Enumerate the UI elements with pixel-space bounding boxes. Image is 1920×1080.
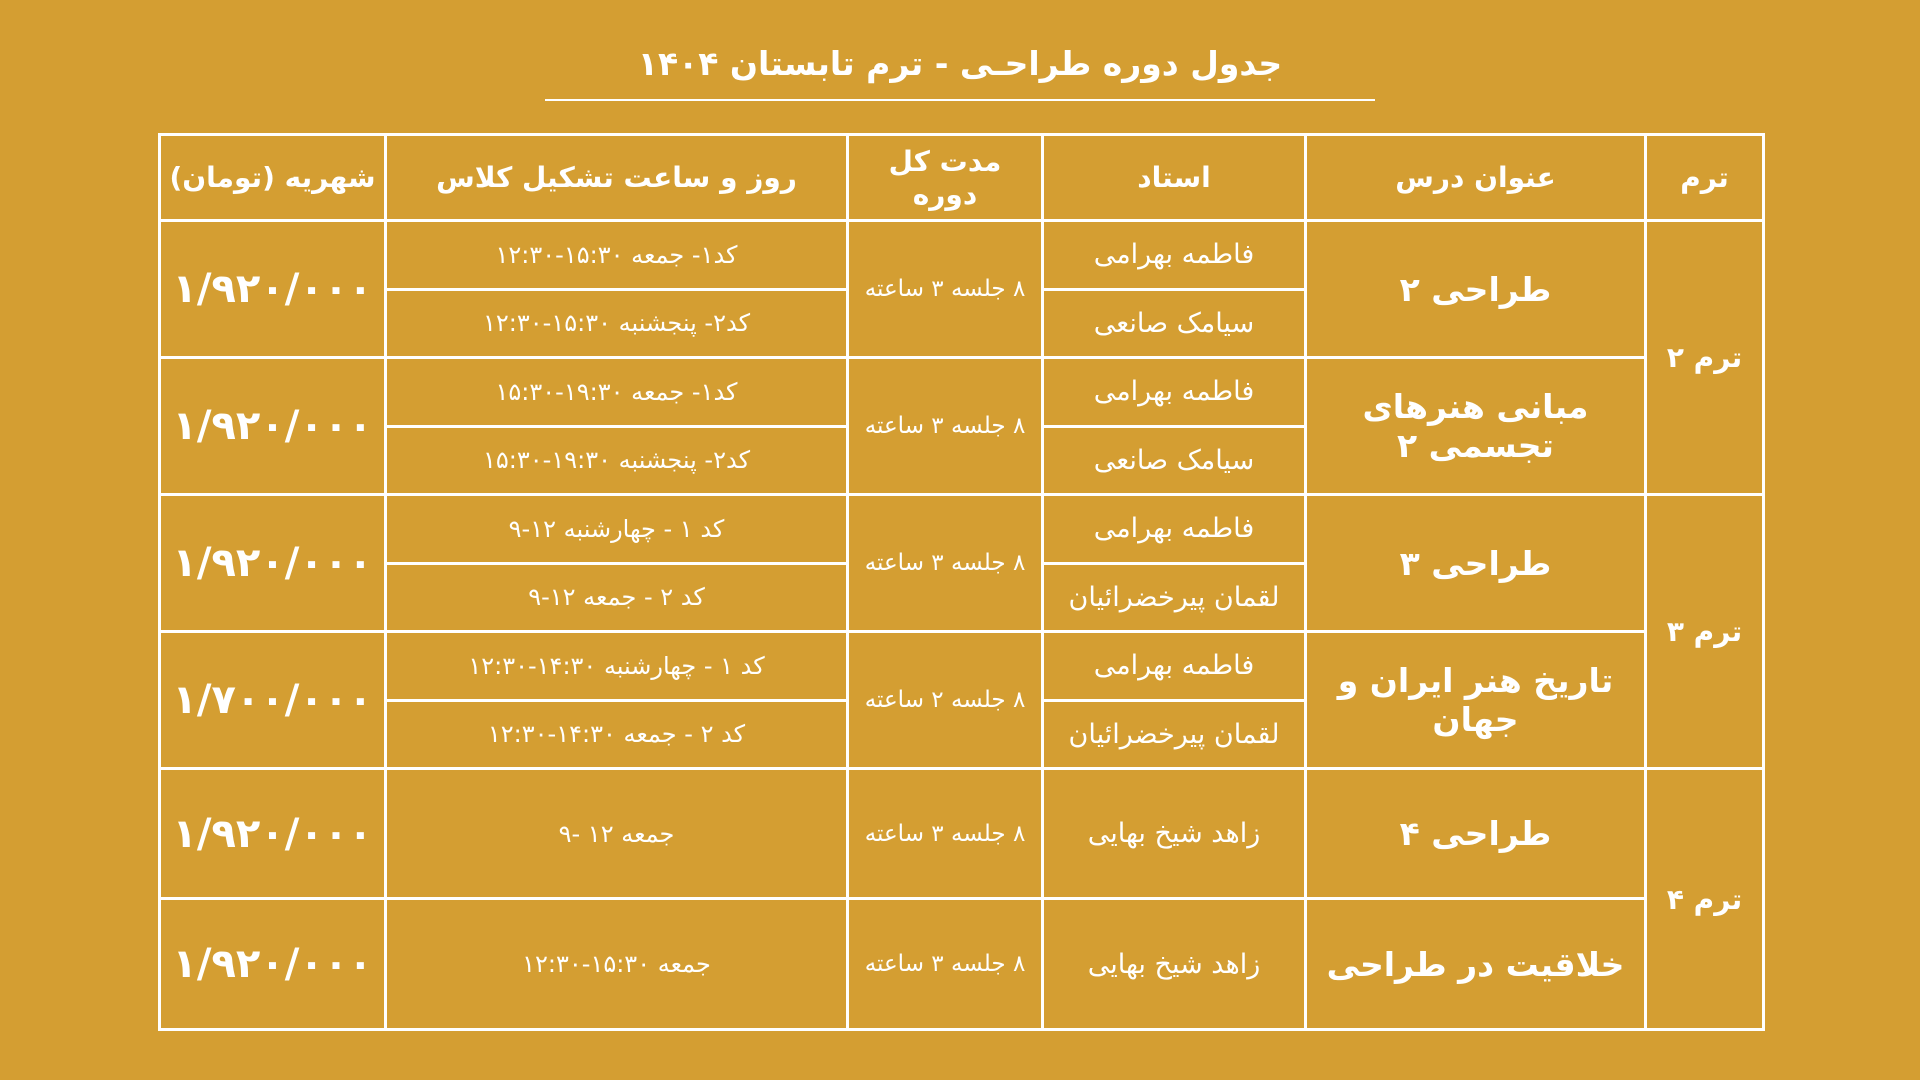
schedule-cell: کد ۲ - جمعه ۱۲-۹	[386, 563, 848, 632]
teacher-cell: لقمان پیرخضرائیان	[1043, 563, 1306, 632]
schedule-cell: کد۱- جمعه ۱۹:۳۰-۱۵:۳۰	[386, 358, 848, 427]
term-cell: ترم ۴	[1646, 769, 1764, 1030]
term-cell: ترم ۳	[1646, 495, 1764, 769]
course-title: طراحی ۲	[1306, 221, 1646, 358]
schedule-cell: کد۱- جمعه ۱۵:۳۰-۱۲:۳۰	[386, 221, 848, 290]
fee-cell: ۱/۹۲۰/۰۰۰	[160, 358, 386, 495]
header-fee: شهریه (تومان)	[160, 135, 386, 221]
course-title: طراحی ۴	[1306, 769, 1646, 899]
duration-cell: ۸ جلسه ۳ ساعته	[848, 769, 1043, 899]
header-duration: مدت کل دوره	[848, 135, 1043, 221]
course-title: خلاقیت در طراحی	[1306, 899, 1646, 1030]
schedule-cell: جمعه ۱۵:۳۰-۱۲:۳۰	[386, 899, 848, 1030]
duration-cell: ۸ جلسه ۳ ساعته	[848, 221, 1043, 358]
teacher-cell: فاطمه بهرامی	[1043, 632, 1306, 701]
teacher-cell: سیامک صانعی	[1043, 289, 1306, 358]
table-row	[160, 358, 1764, 427]
teacher-cell: سیامک صانعی	[1043, 426, 1306, 495]
header-schedule: روز و ساعت تشکیل کلاس	[386, 135, 848, 221]
page-title: جدول دوره طراحـی - ترم تابستان ۱۴۰۴	[637, 44, 1283, 83]
header-course: عنوان درس	[1306, 135, 1646, 221]
header-teacher: استاد	[1043, 135, 1306, 221]
schedule-cell: کد۲- پنجشنبه ۱۹:۳۰-۱۵:۳۰	[386, 426, 848, 495]
duration-cell: ۸ جلسه ۳ ساعته	[848, 899, 1043, 1030]
course-schedule-table	[158, 133, 1765, 1031]
schedule-cell: کد۲- پنجشنبه ۱۵:۳۰-۱۲:۳۰	[386, 289, 848, 358]
table-row	[160, 632, 1764, 701]
table-row	[160, 899, 1764, 1030]
fee-cell: ۱/۹۲۰/۰۰۰	[160, 899, 386, 1030]
teacher-cell: زاهد شیخ بهایی	[1043, 769, 1306, 899]
schedule-cell: کد ۱ - چهارشنبه ۱۲-۹	[386, 495, 848, 564]
duration-cell: ۸ جلسه ۳ ساعته	[848, 495, 1043, 632]
header-term: ترم	[1646, 135, 1764, 221]
duration-cell: ۸ جلسه ۳ ساعته	[848, 358, 1043, 495]
fee-cell: ۱/۷۰۰/۰۰۰	[160, 632, 386, 769]
header-row	[160, 135, 1764, 221]
duration-cell: ۸ جلسه ۲ ساعته	[848, 632, 1043, 769]
course-title: مبانی هنرهای تجسمی ۲	[1306, 358, 1646, 495]
fee-cell: ۱/۹۲۰/۰۰۰	[160, 495, 386, 632]
schedule-cell: جمعه ۱۲ -۹	[386, 769, 848, 899]
teacher-cell: لقمان پیرخضرائیان	[1043, 700, 1306, 769]
term-cell: ترم ۲	[1646, 221, 1764, 495]
schedule-cell: کد ۲ - جمعه ۱۴:۳۰-۱۲:۳۰	[386, 700, 848, 769]
schedule-cell: کد ۱ - چهارشنبه ۱۴:۳۰-۱۲:۳۰	[386, 632, 848, 701]
teacher-cell: زاهد شیخ بهایی	[1043, 899, 1306, 1030]
table-row	[160, 221, 1764, 290]
table-row	[160, 769, 1764, 899]
fee-cell: ۱/۹۲۰/۰۰۰	[160, 769, 386, 899]
course-title: تاریخ هنر ایران و جهان	[1306, 632, 1646, 769]
fee-cell: ۱/۹۲۰/۰۰۰	[160, 221, 386, 358]
teacher-cell: فاطمه بهرامی	[1043, 221, 1306, 290]
table-row	[160, 495, 1764, 564]
course-title: طراحی ۳	[1306, 495, 1646, 632]
teacher-cell: فاطمه بهرامی	[1043, 358, 1306, 427]
title-underline	[545, 99, 1375, 101]
teacher-cell: فاطمه بهرامی	[1043, 495, 1306, 564]
